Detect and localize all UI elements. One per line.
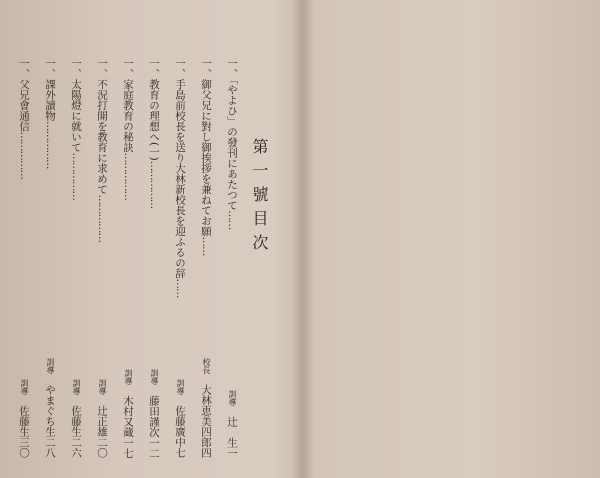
entry-role: 訓導 bbox=[176, 379, 185, 395]
entry-text: 一、教育の理想へ(一) bbox=[148, 58, 160, 161]
entry-suffix: 中 bbox=[174, 437, 186, 448]
entry-role: 訓導 bbox=[20, 379, 29, 395]
toc-entry-9 bbox=[14, 58, 32, 458]
entry-page: 七 bbox=[174, 447, 186, 458]
entry-author: 藤田謹 bbox=[148, 395, 160, 427]
toc-entry-1 bbox=[222, 58, 240, 458]
entry-role: 訓導 bbox=[72, 379, 81, 395]
entry-role: 訓導 bbox=[228, 389, 237, 406]
entry-leader: …………… bbox=[18, 131, 30, 179]
entry-leader: …… bbox=[226, 210, 238, 230]
toc-entry-7 bbox=[66, 58, 84, 458]
entry-text: 一、家庭教育の秘訣 bbox=[122, 58, 134, 153]
toc-entry-6 bbox=[92, 58, 110, 458]
entry-text: 一、不況打開を教育に求めて bbox=[96, 58, 108, 195]
toc-entry-5 bbox=[118, 58, 136, 458]
entry-author: やまぐち bbox=[44, 384, 56, 427]
entry-leader: …………… bbox=[70, 152, 82, 200]
toc-title: 第一號目次 bbox=[250, 138, 269, 258]
entry-text: 一、父兄會通信 bbox=[18, 58, 30, 132]
entry-page: 一七 bbox=[122, 437, 134, 458]
entry-text: 一、太陽燈に就いて bbox=[70, 58, 82, 153]
entry-role: 訓導 bbox=[150, 368, 159, 385]
toc-entry-3 bbox=[170, 58, 188, 458]
entry-text: 一、御父兄に對し御挨拶を兼ねてお願 bbox=[200, 58, 212, 237]
entry-page: 三〇 bbox=[18, 437, 30, 458]
entry-leader: …………… bbox=[44, 121, 56, 169]
entry-leader: …………… bbox=[96, 194, 108, 242]
entry-page: 四 bbox=[200, 447, 212, 458]
entry-role: 訓導 bbox=[98, 379, 107, 395]
entry-leader: …………… bbox=[148, 160, 160, 209]
entry-author: 佐藤廣 bbox=[174, 405, 186, 437]
entry-author: 木村又 bbox=[122, 395, 134, 427]
entry-author: 佐藤 bbox=[70, 405, 82, 427]
entry-author: 佐藤 bbox=[18, 405, 30, 427]
toc-entry-4 bbox=[144, 58, 162, 458]
entry-author: 大林恵美四郎 bbox=[200, 384, 212, 448]
entry-leader: …………… bbox=[122, 152, 134, 200]
entry-leader: …… bbox=[200, 236, 212, 256]
entry-role: 訓導 bbox=[124, 368, 133, 385]
toc-entry-2 bbox=[196, 58, 214, 458]
entry-leader: …… bbox=[174, 278, 186, 298]
entry-text: 一、課外讀物 bbox=[44, 58, 56, 121]
entry-page: 一二 bbox=[148, 437, 160, 458]
entry-suffix: 生 bbox=[18, 426, 30, 437]
entry-author: 辻 bbox=[226, 416, 238, 427]
entry-suffix: 蔵 bbox=[122, 426, 134, 437]
right-page bbox=[305, 0, 600, 478]
entry-page: 二〇 bbox=[96, 437, 108, 458]
entry-page: 二八 bbox=[44, 437, 56, 458]
entry-text: 一、手島前校長を送り大林新校長を迎ふるの辞 bbox=[174, 58, 186, 279]
entry-page: 二六 bbox=[70, 437, 82, 458]
entry-page: 一 bbox=[226, 447, 238, 458]
entry-suffix: 雄 bbox=[96, 426, 108, 437]
entry-author: 辻正 bbox=[96, 405, 108, 427]
entry-text: 一、「やよひ」の發刊にあたつて bbox=[226, 58, 238, 211]
entry-suffix: 次 bbox=[148, 426, 160, 437]
entry-suffix: 生 bbox=[70, 426, 82, 437]
entry-suffix: 生 bbox=[44, 426, 56, 437]
entry-role: 校長 bbox=[202, 358, 211, 374]
entry-suffix: 生 bbox=[226, 437, 238, 448]
entry-role: 訓導 bbox=[46, 358, 55, 374]
toc-entry-8 bbox=[40, 58, 58, 458]
